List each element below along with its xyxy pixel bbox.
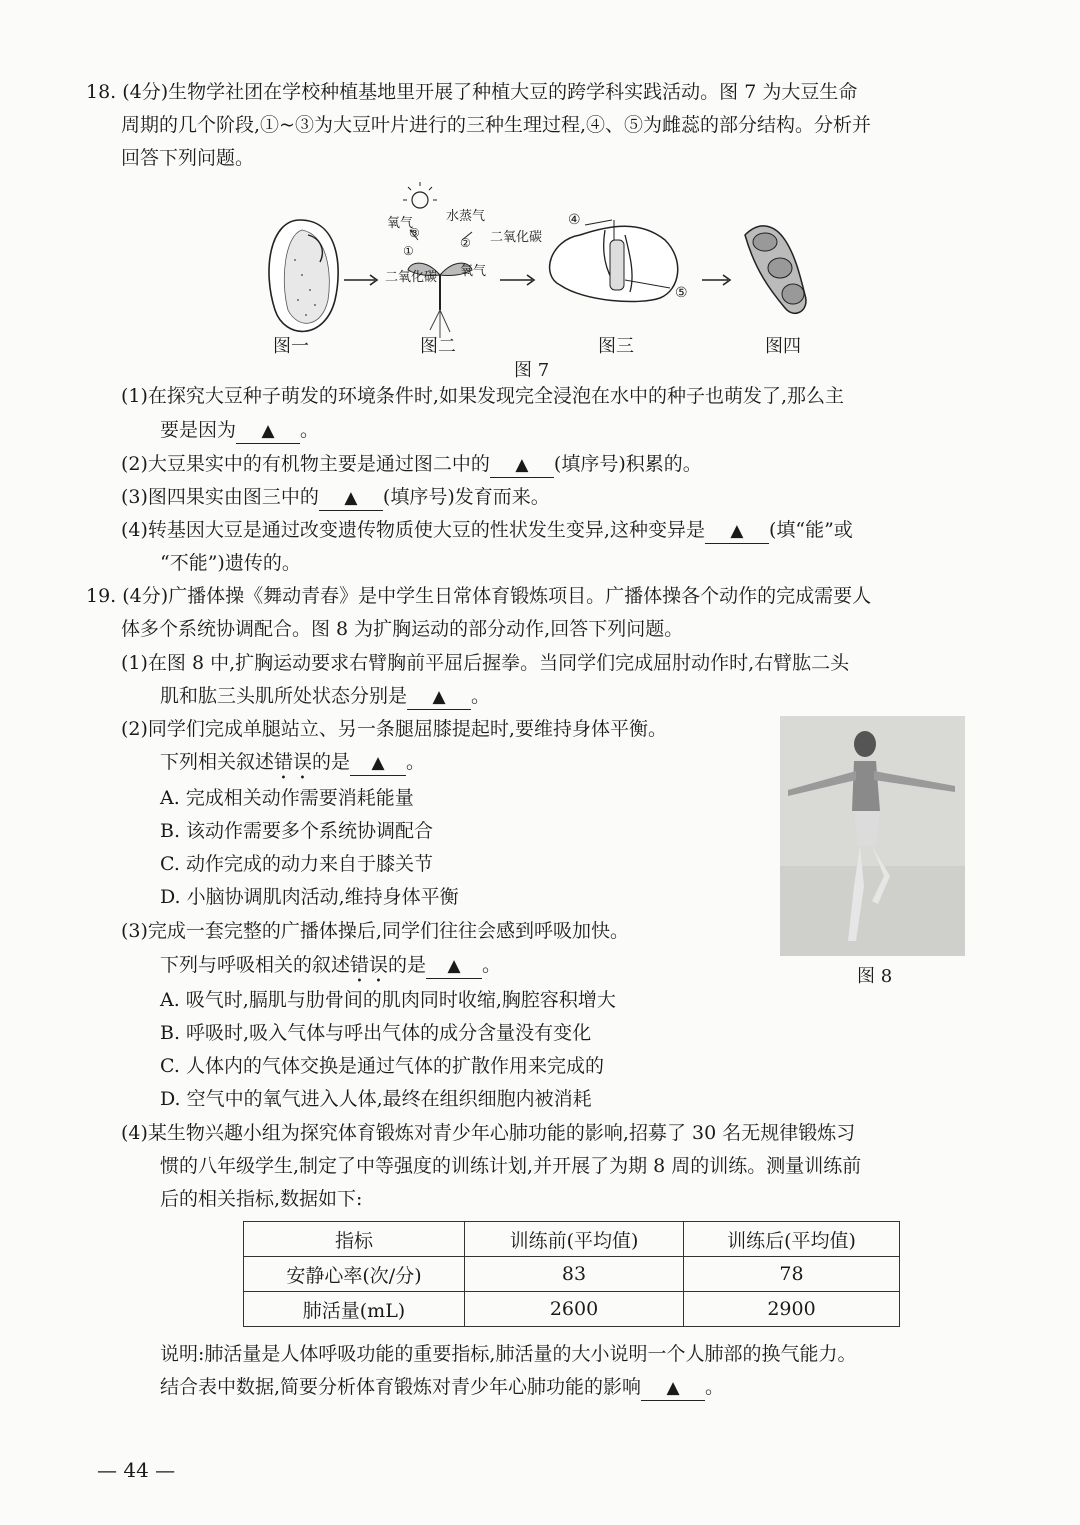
figure-8-caption: 图 8 (857, 966, 893, 987)
panel-label-2: 图二 (420, 336, 456, 357)
q19-sub2-option-d: D. 小脑协调肌肉活动,维持身体平衡 (160, 886, 459, 908)
q19-sub3-line2: 下列与呼吸相关的叙述错误的是 ▲ 。 (160, 953, 501, 987)
table-header: 训练后(平均值) (684, 1222, 900, 1257)
q19-sub2-line2: 下列相关叙述错误的是 ▲ 。 (160, 750, 425, 784)
label-oxygen-bottom: 氧气 (460, 264, 487, 279)
soybean-pod-drawing (745, 226, 806, 313)
answer-blank[interactable]: ▲ (350, 750, 406, 776)
q19-sub2-line1: (2)同学们完成单腿站立、另一条腿屈膝提起时,要维持身体平衡。 (121, 718, 667, 740)
q19-sub2-option-b: B. 该动作需要多个系统协调配合 (160, 820, 434, 842)
label-structure-4: ④ (568, 212, 581, 228)
table-cell: 安静心率(次/分) (244, 1257, 465, 1292)
answer-blank[interactable]: ▲ (490, 452, 554, 478)
q18-stem-line3: 回答下列问题。 (121, 147, 255, 169)
q19-sub2-option-a: A. 完成相关动作需要消耗能量 (160, 787, 414, 809)
table-header: 指标 (244, 1222, 465, 1257)
q19-sub3-line1: (3)完成一套完整的广播体操后,同学们往往会感到呼吸加快。 (121, 920, 629, 942)
training-data-table (243, 1221, 900, 1327)
q19-sub3-option-a: A. 吸气时,膈肌与肋骨间的肌肉同时收缩,胸腔容积增大 (160, 989, 616, 1011)
answer-blank[interactable]: ▲ (641, 1375, 705, 1401)
q18-stem-line1: 18. (4分)生物学社团在学校种植基地里开展了种植大豆的跨学科实践活动。图 7 为大豆生命 (86, 81, 858, 103)
q19-stem-line1: 19. (4分)广播体操《舞动青春》是中学生日常体育锻炼项目。广播体操各个动作的完成需要人 (86, 585, 872, 607)
table-cell: 2600 (465, 1292, 684, 1327)
q18-sub1-line1: (1)在探究大豆种子萌发的环境条件时,如果发现完全浸泡在水中的种子也萌发了,那么主 (121, 385, 844, 407)
answer-blank[interactable]: ▲ (705, 518, 769, 544)
label-oxygen-top: 氧气 (387, 216, 414, 231)
table-cell: 83 (465, 1257, 684, 1292)
q19-note-line2: 结合表中数据,简要分析体育锻炼对青少年心肺功能的影响 ▲ 。 (160, 1375, 724, 1401)
q19-sub3-option-b: B. 呼吸时,吸入气体与呼出气体的成分含量没有变化 (160, 1022, 592, 1044)
q19-sub1-line2: 肌和肱三头肌所处状态分别是 ▲ 。 (160, 684, 490, 710)
answer-blank[interactable]: ▲ (426, 953, 482, 979)
panel-label-1: 图一 (273, 336, 309, 357)
label-process-2: ② (460, 236, 471, 250)
q19-sub4-line3: 后的相关指标,数据如下: (160, 1188, 363, 1210)
table-cell: 78 (684, 1257, 900, 1292)
label-process-1: ① (403, 244, 414, 258)
flower-drawing (550, 220, 678, 302)
table-header: 训练前(平均值) (465, 1222, 684, 1257)
label-process-3: ③ (409, 226, 420, 240)
panel-label-4: 图四 (765, 336, 801, 357)
q18-sub1-line2: 要是因为 ▲ 。 (160, 418, 319, 444)
table-row (244, 1257, 900, 1292)
figure-8-photo (780, 716, 965, 956)
q19-note-line1: 说明:肺活量是人体呼吸功能的重要指标,肺活量的大小说明一个人肺部的换气能力。 (160, 1343, 857, 1365)
q19-sub1-line1: (1)在图 8 中,扩胸运动要求右臂胸前平屈后握拳。当同学们完成屈肘动作时,右臂肱二头 (121, 652, 850, 674)
table-row (244, 1292, 900, 1327)
q19-stem-line2: 体多个系统协调配合。图 8 为扩胸运动的部分动作,回答下列问题。 (121, 618, 684, 640)
soybean-seed-drawing (269, 220, 338, 331)
q18-sub3: (3)图四果实由图三中的 ▲ (填序号)发育而来。 (121, 485, 550, 511)
q19-sub4-line2: 惯的八年级学生,制定了中等强度的训练计划,并开展了为期 8 周的训练。测量训练前 (160, 1155, 862, 1177)
answer-blank[interactable]: ▲ (407, 684, 471, 710)
q19-sub4-line1: (4)某生物兴趣小组为探究体育锻炼对青少年心肺功能的影响,招募了 30 名无规律锻炼习 (121, 1122, 856, 1144)
q19-sub2-option-c: C. 动作完成的动力来自于膝关节 (160, 853, 433, 875)
table-cell: 肺活量(mL) (244, 1292, 465, 1327)
answer-blank[interactable]: ▲ (319, 485, 383, 511)
q18-sub4-line2: “不能”)遗传的。 (160, 552, 301, 574)
q19-sub3-option-d: D. 空气中的氧气进入人体,最终在组织细胞内被消耗 (160, 1088, 592, 1110)
page-number: — 44 — (97, 1458, 176, 1482)
answer-blank[interactable]: ▲ (236, 418, 300, 444)
figure-7 (240, 180, 840, 370)
q18-stem-line2: 周期的几个阶段,①~③为大豆叶片进行的三种生理过程,④、⑤为雌蕊的部分结构。分析并 (121, 114, 872, 136)
q18-sub2: (2)大豆果实中的有机物主要是通过图二中的 ▲ (填序号)积累的。 (121, 452, 702, 478)
panel-label-3: 图三 (598, 336, 634, 357)
table-header-row (244, 1222, 900, 1257)
label-co2-right: 二氧化碳 (490, 230, 543, 245)
q19-sub3-option-c: C. 人体内的气体交换是通过气体的扩散作用来完成的 (160, 1055, 604, 1077)
label-water-vapor: 水蒸气 (446, 209, 486, 224)
table-cell: 2900 (684, 1292, 900, 1327)
label-co2-bottom: 二氧化碳 (385, 270, 438, 285)
figure-7-caption: 图 7 (514, 360, 550, 381)
label-structure-5: ⑤ (675, 285, 688, 301)
q18-sub4-line1: (4)转基因大豆是通过改变遗传物质使大豆的性状发生变异,这种变异是 ▲ (填“能”或 (121, 518, 853, 544)
